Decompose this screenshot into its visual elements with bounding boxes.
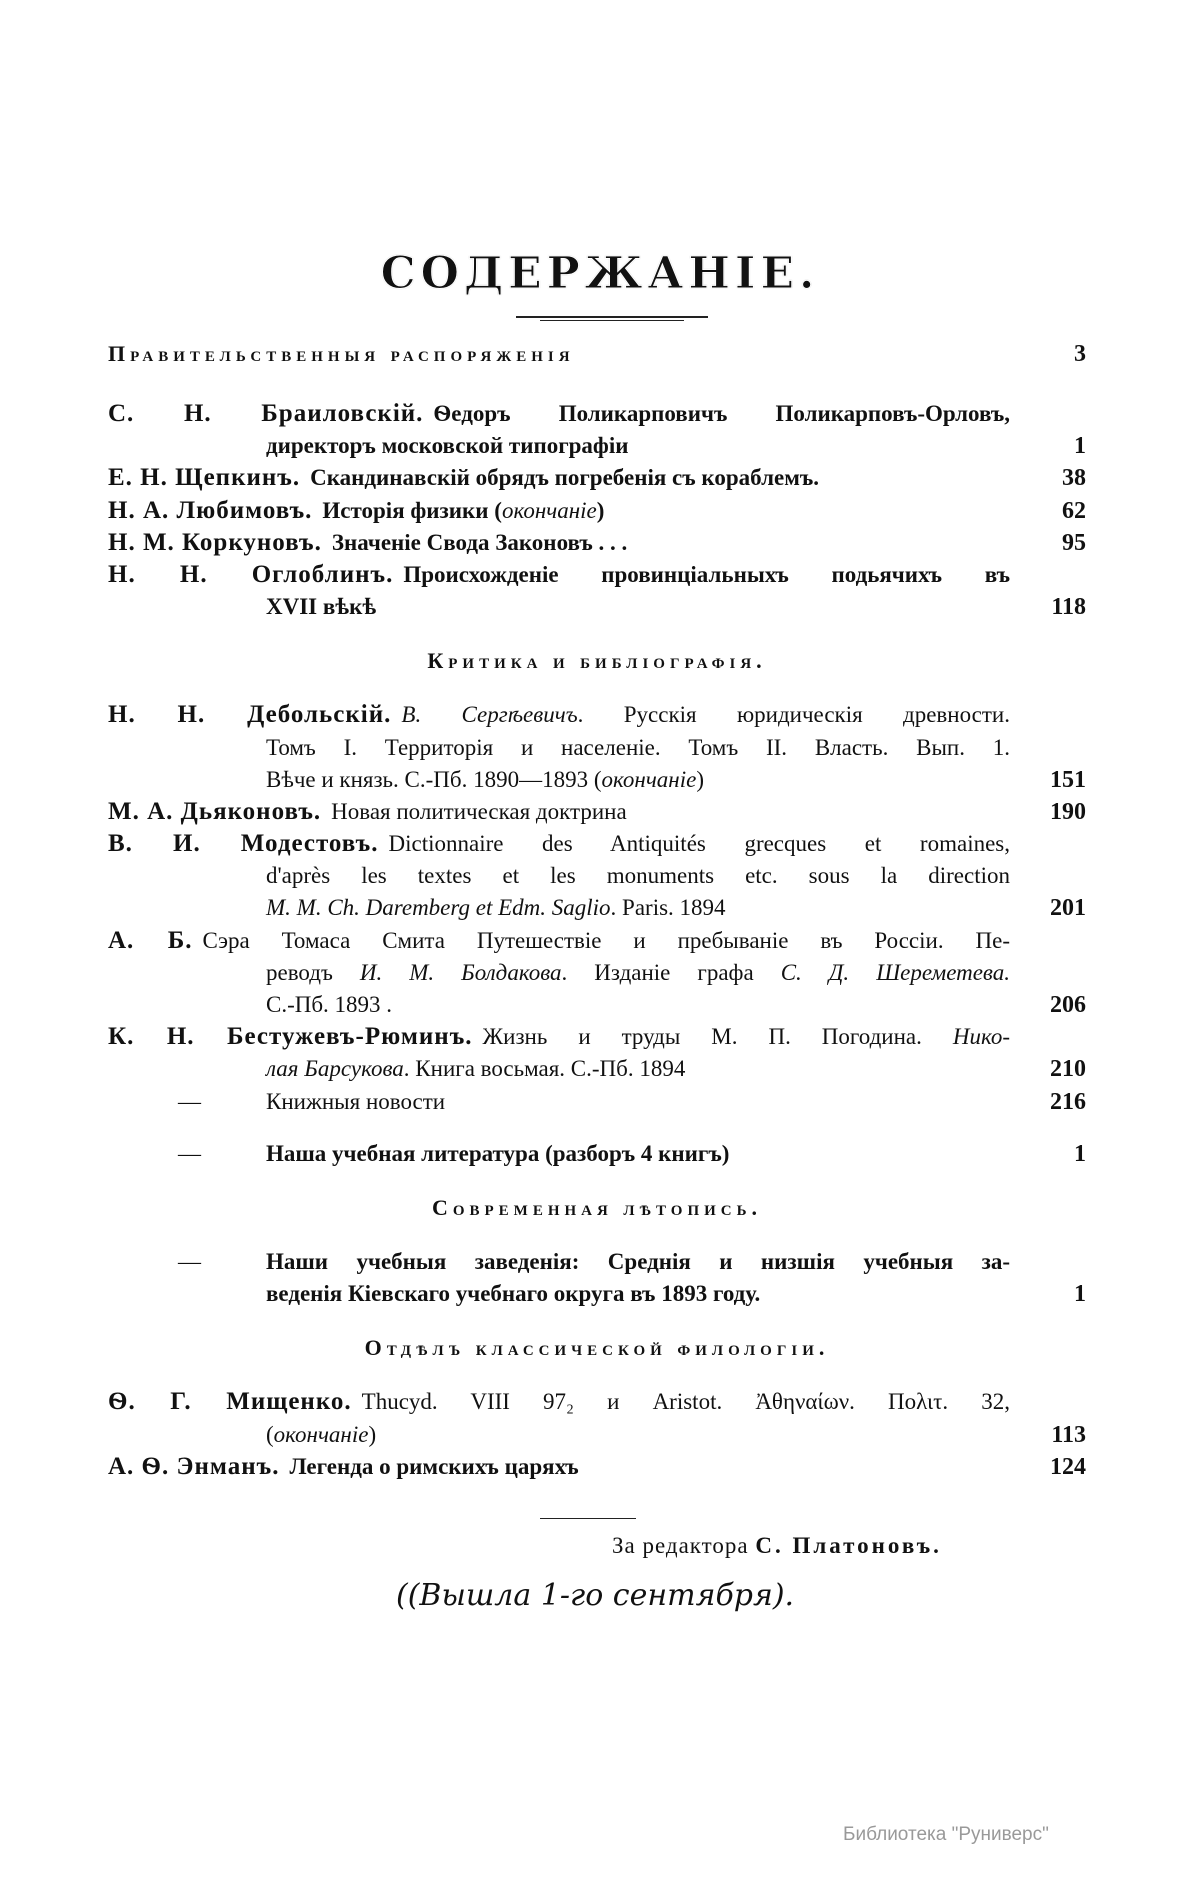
entry-title-segment: Наша учебная литература (разборъ 4 книгъ) xyxy=(266,1140,730,1166)
entry-title-segment: В. Сергѣевичъ xyxy=(401,702,578,728)
page-number: 1 xyxy=(1074,1140,1086,1167)
section-heading xyxy=(108,1192,1086,1224)
entry-text xyxy=(108,591,1010,623)
entry-title-segment: ) xyxy=(368,1421,377,1447)
entry-author: К. Н. Бестужевъ-Рюминъ. xyxy=(108,1023,473,1051)
page-number xyxy=(1010,1246,1086,1278)
entry-title-segment: окончаніе xyxy=(501,497,597,523)
entry-text xyxy=(108,796,1010,828)
entry-text xyxy=(108,1053,1010,1085)
entry-title-segment: ( xyxy=(266,1421,274,1447)
entry-text xyxy=(108,1419,1010,1451)
editor-signature xyxy=(612,1533,942,1559)
toc-line xyxy=(108,1386,1086,1418)
toc-entry xyxy=(108,699,1086,796)
entry-text xyxy=(108,925,1010,957)
entry-dash: — xyxy=(178,1248,201,1274)
entry-author: Н. А. Любимовъ. xyxy=(108,496,313,524)
entry-text xyxy=(108,462,1010,494)
entry-author: А. Б. xyxy=(108,926,193,954)
toc-entry xyxy=(108,1451,1086,1483)
entry-text xyxy=(108,1246,1010,1278)
page-number xyxy=(1010,699,1086,731)
entry-text xyxy=(108,957,1010,989)
entry-text xyxy=(108,860,1010,892)
toc-line xyxy=(108,957,1086,989)
entry-title-segment: С.-Пб. 1893 . xyxy=(266,992,393,1017)
entry-title-segment: С. Д. Шереметева. xyxy=(780,959,1010,985)
page-number xyxy=(1010,957,1086,989)
toc-line xyxy=(108,989,1086,1021)
toc-line xyxy=(108,1086,1086,1118)
entry-text xyxy=(108,828,1010,860)
toc-line xyxy=(108,828,1086,860)
entry-title-segment: Вѣче и князь. С.-Пб. 1890—1893 ( xyxy=(266,766,602,792)
toc-entry xyxy=(108,828,1086,925)
entry-title-segment: . Русскія юридическія древности. xyxy=(577,702,1010,728)
entry-title-segment: Ѳедоръ Поликарповичъ Поликарповъ-Орловъ, xyxy=(433,401,1010,426)
entry-title-segment: лая Барсукова xyxy=(266,1056,404,1082)
toc-line xyxy=(108,398,1086,430)
entry-dash: — xyxy=(178,1088,201,1114)
page-number: 95 xyxy=(1062,529,1086,556)
toc-line xyxy=(108,430,1086,462)
entry-title-segment: Скандинавскій обрядъ погребенія съ кораблемъ. xyxy=(310,465,820,491)
entry-title-segment: Сэра Томаса Смита Путешествіе и пребываніе въ Россіи. Пе- xyxy=(202,927,1010,953)
page-number: 118 xyxy=(1051,594,1086,621)
entry-title-segment: окончаніе xyxy=(601,766,697,792)
toc-entry xyxy=(108,559,1086,623)
toc-line xyxy=(108,527,1086,559)
page-number: 216 xyxy=(1050,1088,1086,1115)
toc-entry xyxy=(108,1138,1086,1170)
toc-entry xyxy=(108,495,1086,527)
title-rule xyxy=(516,316,708,318)
toc-line xyxy=(108,462,1086,494)
toc-line xyxy=(108,1451,1086,1483)
entry-title-segment: реводъ xyxy=(266,959,360,985)
handwritten-note: ((Вышла 1-го сентября). xyxy=(396,1578,795,1613)
page-number xyxy=(1010,398,1086,430)
entry-text xyxy=(108,1021,1010,1053)
entry-title-segment: . Изданіе графа xyxy=(561,959,781,985)
section-heading xyxy=(108,338,1086,370)
editor-prefix: За редактора xyxy=(612,1533,749,1558)
entry-title-segment: директоръ московской типографіи xyxy=(266,433,629,459)
entry-title-segment: d'après les textes et les monuments etc. sous la direction xyxy=(266,863,1010,889)
toc-line xyxy=(108,1278,1086,1310)
entry-title-segment: окончаніе xyxy=(273,1421,369,1447)
page-number: 3 xyxy=(1074,341,1086,367)
page-number: 210 xyxy=(1050,1056,1086,1083)
entry-title-segment: Жизнь и труды М. П. Погодина. xyxy=(482,1024,953,1050)
entry-title-segment: ) xyxy=(596,497,605,523)
page-number: 151 xyxy=(1050,766,1086,793)
section-heading-text: Критика и библіографія. xyxy=(427,648,767,674)
entry-title-segment: Происхожденіе провинціальныхъ подьячихъ въ xyxy=(403,561,1010,587)
toc-entry xyxy=(108,1246,1086,1310)
toc-entry xyxy=(108,1021,1086,1085)
entry-author: Н. Н. Дебольскій. xyxy=(108,701,392,729)
entry-title-segment: Новая политическая доктрина xyxy=(331,798,627,824)
entry-author: С. Н. Браиловскій. xyxy=(108,400,424,427)
entry-text xyxy=(108,527,1010,559)
entry-title-segment: Книжныя новости xyxy=(266,1088,446,1114)
toc-line xyxy=(108,732,1086,764)
toc-entry xyxy=(108,1386,1086,1450)
entry-text xyxy=(108,495,1010,527)
entry-author: В. И. Модестовъ. xyxy=(108,830,379,858)
page-number xyxy=(1010,925,1086,957)
toc-line xyxy=(108,559,1086,591)
entry-title-segment: Dictionnaire des Antiquités grecques et romaines, xyxy=(388,831,1010,857)
section-heading-text: Отдѣлъ классической филологіи. xyxy=(364,1335,830,1361)
entry-author: М. А. Дьяконовъ. xyxy=(108,797,322,825)
page-number: 62 xyxy=(1062,497,1086,524)
section-heading-text: Правительственныя распоряженія xyxy=(108,341,575,366)
entry-title-segment: Томъ I. Территорія и населеніе. Томъ II. Власть. Вып. 1. xyxy=(266,734,1010,760)
toc-entry xyxy=(108,1086,1086,1118)
page-number: 190 xyxy=(1050,798,1086,825)
entry-author: А. Ѳ. Энманъ. xyxy=(108,1452,280,1480)
entry-title-segment: M. M. Ch. Daremberg et Edm. Saglio xyxy=(266,895,611,921)
entry-text xyxy=(108,559,1010,591)
entry-text xyxy=(108,732,1010,764)
page-number xyxy=(1010,828,1086,860)
page-number xyxy=(1010,559,1086,591)
title-rule-thin xyxy=(540,320,684,321)
entry-title-segment: Наши учебныя заведенія: Среднія и низшія учебныя за- xyxy=(266,1248,1010,1274)
toc-line xyxy=(108,925,1086,957)
entry-title-segment: Значеніе Свода Законовъ . . . xyxy=(331,529,628,555)
entry-author: Е. Н. Щепкинъ. xyxy=(108,464,301,492)
page-number: 1 xyxy=(1074,433,1086,460)
entry-title-segment: . Книга восьмая. С.-Пб. 1894 xyxy=(403,1056,686,1082)
editor-name: С. Платоновъ. xyxy=(755,1533,942,1558)
entry-title-segment: ) xyxy=(696,766,704,792)
toc-line xyxy=(108,892,1086,924)
toc-line xyxy=(108,1138,1086,1170)
page-number xyxy=(1010,860,1086,892)
toc-line xyxy=(108,699,1086,731)
page-number: 206 xyxy=(1050,992,1086,1018)
entry-text xyxy=(108,764,1010,796)
page-number: 1 xyxy=(1074,1281,1086,1308)
toc-line xyxy=(108,495,1086,527)
page-number: 201 xyxy=(1050,895,1086,922)
entry-title-segment: веденія Кіевскаго учебнаго округа въ 1893 году. xyxy=(266,1281,761,1307)
entry-text xyxy=(108,1386,1010,1418)
entry-title-segment: XVII вѣкѣ xyxy=(266,594,377,620)
entry-text xyxy=(108,892,1010,924)
entry-title-segment: И. М. Болдакова xyxy=(359,959,562,985)
toc-entry xyxy=(108,398,1086,462)
toc-line xyxy=(108,764,1086,796)
toc-entry xyxy=(108,527,1086,559)
entry-title-segment: Исторія физики ( xyxy=(322,497,502,523)
page-number: 124 xyxy=(1050,1453,1086,1480)
toc-line xyxy=(108,796,1086,828)
toc-line xyxy=(108,1419,1086,1451)
entry-author: Н. Н. Оглоблинъ. xyxy=(108,560,394,588)
page-number xyxy=(1010,1021,1086,1053)
entry-title-segment: Нико- xyxy=(952,1024,1010,1050)
entry-text xyxy=(108,989,1010,1021)
toc-line xyxy=(108,1053,1086,1085)
entry-text xyxy=(108,430,1010,462)
toc-entry xyxy=(108,462,1086,494)
toc-line xyxy=(108,591,1086,623)
entry-text xyxy=(108,1278,1010,1310)
toc-line xyxy=(108,1246,1086,1278)
library-watermark: Библиотека "Руниверс" xyxy=(843,1824,1049,1845)
section-heading xyxy=(108,1332,1086,1364)
toc-line xyxy=(108,860,1086,892)
toc-entry xyxy=(108,925,1086,1022)
page-number: 113 xyxy=(1051,1421,1086,1448)
section-heading-text: Современная лѣтопись. xyxy=(431,1194,763,1220)
entry-text xyxy=(108,1138,1010,1170)
section-heading xyxy=(108,645,1086,677)
entry-author: Н. М. Коркуновъ. xyxy=(108,528,322,556)
table-of-contents xyxy=(108,338,1086,1483)
entry-text xyxy=(108,1451,1010,1483)
entry-title-segment: Легенда о римскихъ царяхъ xyxy=(289,1453,579,1479)
entry-title-segment: . Paris. 1894 xyxy=(610,895,726,921)
page-title: СОДЕРЖАНІЕ. xyxy=(380,248,820,299)
entry-title-segment: Thucyd. VIII 97₂ и Aristot. Ἀθηναίων. Πολιτ. 32, xyxy=(361,1389,1010,1415)
page-number xyxy=(1010,732,1086,764)
entry-text xyxy=(108,699,1010,731)
page-number xyxy=(1010,1386,1086,1418)
entry-dash: — xyxy=(178,1140,201,1166)
page-number: 38 xyxy=(1062,465,1086,492)
entry-text xyxy=(108,398,1010,430)
toc-line xyxy=(108,1021,1086,1053)
footer-rule xyxy=(540,1518,636,1519)
entry-text xyxy=(108,1086,1010,1118)
entry-author: Ѳ. Г. Мищенко. xyxy=(108,1388,352,1416)
toc-entry xyxy=(108,796,1086,828)
